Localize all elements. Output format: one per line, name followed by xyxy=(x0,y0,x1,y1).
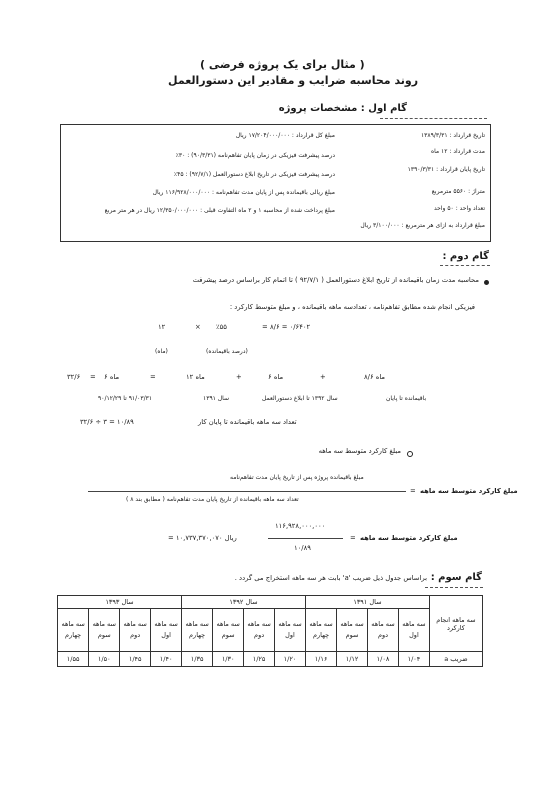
eq1-label-c: (ماه) xyxy=(155,348,168,355)
eq1-label-b: (درصد باقیمانده) xyxy=(206,348,248,355)
eq1-term-b: ٪۵۵ xyxy=(216,323,227,331)
step2-paragraph-line1: محاسبه مدت زمان باقیمانده از تاریخ ابلاغ دستورالعمل ( ۹۲/۷/۱ ) تا اتمام کار براساس درصد پیشرفت xyxy=(192,276,479,284)
calc-result: = ۱۰,۷۳۷,۳۷۰,۰۷۰ ریال xyxy=(168,534,237,542)
table-cell-value: ۱/۰۴ xyxy=(398,652,429,667)
calc-label: مبلغ کارکرد متوسط سه ماهه xyxy=(360,534,458,542)
step1-heading: گام اول : مشخصات پروژه xyxy=(278,103,407,114)
table-quarter-header: سه ماهه چهارم xyxy=(305,609,336,652)
formula-eq: = xyxy=(410,487,416,495)
table-cell-value: ۱/۱۶ xyxy=(305,652,336,667)
table-year-header: سال ۱۳۹۲ xyxy=(182,596,306,609)
table-cell-value: ۱/۵۵ xyxy=(58,652,89,667)
table-cell-value: ۱/۵۰ xyxy=(89,652,120,667)
table-cell-value: ۱/۲۵ xyxy=(244,652,275,667)
eq2-term-left: ماه ۸/۶ xyxy=(364,373,386,381)
eq1-term-c: ۱۲ xyxy=(158,323,166,331)
step2-heading: گام دوم : xyxy=(442,251,489,262)
step2-paragraph-line2: فیزیکی انجام شده مطابق تفاهم‌نامه ، تعدادسه ماهه باقیمانده ، و مبلغ متوسط کارکرد : xyxy=(229,303,475,311)
eq1-op-eq: = xyxy=(262,323,268,331)
page-subtitle: ( مثال برای یک پروژه فرضی ) xyxy=(200,58,365,71)
table-cell-value: ۱/۱۲ xyxy=(337,652,368,667)
eq2-plus-1: + xyxy=(236,373,242,381)
spec-right-item: تاریخ پایان قرارداد : ۱۳۹۰/۳/۳۱ xyxy=(407,166,485,173)
avg-heading: مبلغ کارکرد متوسط سه ماهه xyxy=(318,447,401,455)
eq2-label-3: سال ۱۳۹۱ xyxy=(203,395,230,402)
table-quarter-header: سه ماهه سوم xyxy=(89,609,120,652)
eq2-term-next: ۱۲ ماه xyxy=(186,373,205,381)
calc-denominator: ۱۰/۸۹ xyxy=(294,544,311,552)
table-cell-value: ۱/۰۸ xyxy=(368,652,399,667)
table-quarter-header: سه ماهه چهارم xyxy=(58,609,89,652)
table-quarter-header: سه ماهه دوم xyxy=(244,609,275,652)
eq2-eq: = xyxy=(90,373,96,381)
table-row-label: ضریب a xyxy=(429,652,482,667)
table-quarter-header: سه ماهه اول xyxy=(275,609,306,652)
table-cell-value: ۱/۴۵ xyxy=(120,652,151,667)
calc-fraction-line xyxy=(268,538,343,539)
formula-fraction-line xyxy=(88,491,406,492)
table-row-header: سه ماهه انجام کارکرد xyxy=(429,596,482,652)
calc-numerator: ۱۱۶,۹۲۸,۰۰۰,۰۰۰ xyxy=(275,522,326,530)
table-quarter-header: سه ماهه دوم xyxy=(368,609,399,652)
eq2-plus-2: + xyxy=(320,373,326,381)
spec-right-item: تعداد واحد : ۵۰ واحد xyxy=(433,205,485,212)
step2-underline xyxy=(440,265,490,266)
table-cell-value: ۱/۲۰ xyxy=(275,652,306,667)
spec-left-item: درصد پیشرفت فیزیکی در زمان پایان تفاهم‌نامه (۹۰/۳/۳۱) : ۳۰٪ xyxy=(175,152,335,159)
step2-bullet xyxy=(484,280,489,285)
eq2-term-middle: ۶ ماه xyxy=(268,373,284,381)
table-quarter-header: سه ماهه سوم xyxy=(213,609,244,652)
spec-left-item: مبلغ ریالی باقیمانده پس از پایان مدت تفاهم‌نامه : ۱۱۶/۹۲۸/۰۰۰/۰۰۰ ریال xyxy=(152,189,335,196)
table-cell-value: ۱/۳۰ xyxy=(213,652,244,667)
eq2-label-4: ۹۱/۰۳/۳۱ تا ۹۰/۱۲/۲۹ xyxy=(98,395,153,402)
table-cell-value: ۱/۳۵ xyxy=(182,652,213,667)
eq2-term-right: ۶ ماه xyxy=(104,373,120,381)
eq2-note: تعداد سه ماهه باقیمانده تا پایان کار xyxy=(198,418,297,426)
table-year-header: سال ۱۳۹۳ xyxy=(58,596,182,609)
table-year-header: سال ۱۳۹۱ xyxy=(305,596,429,609)
formula-numerator: مبلغ باقیمانده پروژه پس از تاریخ پایان مدت تفاهم‌نامه xyxy=(230,474,364,481)
eq2-label-2: سال ۱۳۹۲ تا ابلاغ دستورالعمل xyxy=(262,395,338,402)
table-quarter-header: سه ماهه چهارم xyxy=(182,609,213,652)
table-quarter-header: سه ماهه سوم xyxy=(337,609,368,652)
avg-bullet xyxy=(407,451,413,457)
eq2-total: ۳۲/۶ xyxy=(67,373,81,381)
spec-right-item: مدت قرارداد : ۱۲ ماه xyxy=(430,148,485,155)
spec-right-item: متراژ : ۵۵۶۰ مترمربع xyxy=(431,188,485,195)
formula-label: مبلغ کارکرد متوسط سه ماهه xyxy=(420,487,518,495)
step3-underline xyxy=(425,587,483,588)
calc-eq: = xyxy=(350,534,356,542)
spec-right-item: تاریخ قرارداد : ۱۳۸۹/۳/۳۱ xyxy=(420,132,485,139)
page-title: روند محاسبه ضرایب و مقادیر این دستورالعمل xyxy=(168,74,419,87)
step1-underline xyxy=(380,118,487,119)
eq1-op-mul: × xyxy=(195,323,201,331)
eq2-calc: ۳۲/۶ ÷ ۳ = ۱۰/۸۹ xyxy=(80,418,134,426)
table-quarter-header: سه ماهه اول xyxy=(151,609,182,652)
spec-left-item: مبلغ پرداخت شده از محاسبه ۱ و ۲ ماه التفاوت قبلی : ۱۲/۳۵۰/۰۰۰/۰۰۰ ریال در هر متر مربع xyxy=(104,207,335,214)
eq2-eq-2: = xyxy=(150,373,156,381)
eq2-label-1: باقیمانده تا پایان xyxy=(386,395,427,402)
table-quarter-header: سه ماهه اول xyxy=(398,609,429,652)
table-cell-value: ۱/۴۰ xyxy=(151,652,182,667)
step3-text: براساس جدول ذیل ضریب 'a' بابت هر سه ماهه استخراج می گردد . xyxy=(234,574,427,582)
table-quarter-header: سه ماهه دوم xyxy=(120,609,151,652)
spec-right-item: مبلغ قرارداد به ازای هر مترمربع : ۳/۱۰۰/۰۰۰ ریال xyxy=(360,222,485,229)
eq1-term-a: ۸/۶ = ۰/۶۴۰۲ xyxy=(270,323,311,331)
coefficient-table xyxy=(57,595,483,667)
spec-left-item: درصد پیشرفت فیزیکی در تاریخ ابلاغ دستورالعمل (۹۲/۷/۱) : ۴۵٪ xyxy=(173,171,335,178)
spec-left-item: مبلغ کل قرارداد : ۱۷/۲۰۴/۰۰۰/۰۰۰ ریال xyxy=(235,132,335,139)
formula-denominator: تعداد سه ماهه باقیمانده از تاریخ پایان مدت تفاهم‌نامه ( مطابق بند ۸ ) xyxy=(126,496,299,503)
step3-heading: گام سوم : xyxy=(430,572,482,583)
